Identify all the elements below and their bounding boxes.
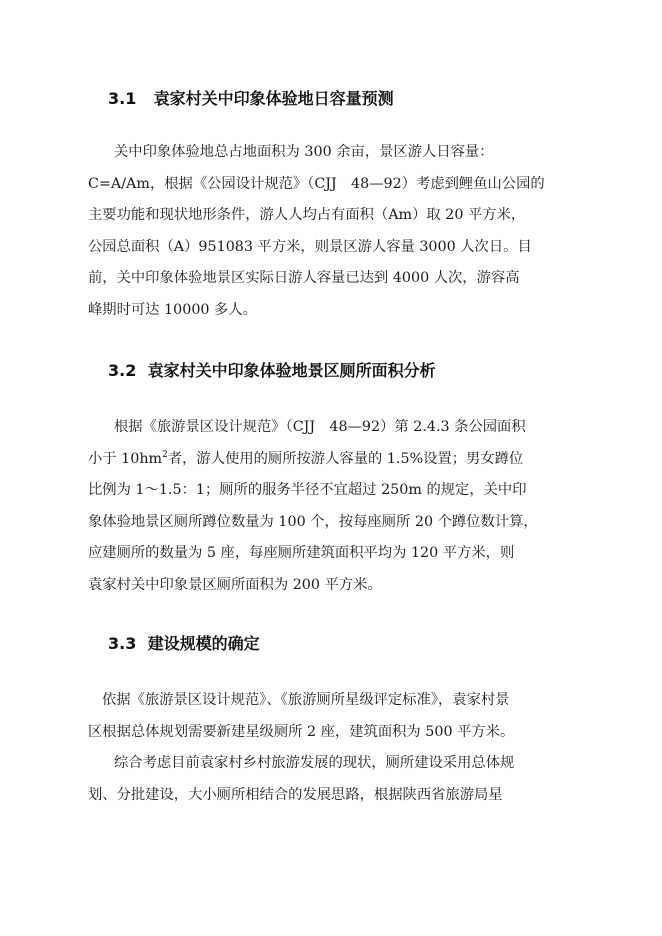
paragraph-toilet-area [88, 412, 588, 601]
paragraph-scale [88, 685, 588, 811]
section-number: 3.2 [108, 361, 137, 380]
text-line: 应建厕所的数量为 5 座，每座厕所建筑面积平均为 120 平方米，则 [88, 545, 515, 561]
text-line: 象体验地景区厕所蹲位数量为 100 个，按每座厕所 20 个蹲位数计算， [88, 513, 538, 530]
section-heading-3-1 [108, 88, 394, 110]
text-line: 公园总面积（A）951083 平方米，则景区游人容量 3000 人次日。目 [88, 238, 532, 255]
section-heading-3-3 [108, 633, 260, 655]
text-line: 依据《旅游景区设计规范》、《旅游厕所星级评定标准》，袁家村景 [102, 692, 510, 708]
section-number: 3.3 [108, 634, 137, 653]
text-line: 袁家村关中印象景区厕所面积为 200 平方米。 [88, 576, 382, 593]
section-title: 袁家村关中印象体验地景区厕所面积分析 [147, 361, 436, 380]
text-line: 比例为 1～1.5：1；厕所的服务半径不宜超过 250m 的规定，关中印 [88, 482, 527, 498]
paragraph-capacity [88, 137, 588, 326]
section-heading-3-2 [108, 360, 436, 382]
section-title: 建设规模的确定 [147, 634, 260, 653]
text-fragment: 者，游人使用的厕所按游人容量的 1.5%设置；男女蹲位 [167, 450, 524, 467]
text-line: 峰期时可达 10000 多人。 [88, 301, 257, 318]
text-line: 划、分批建设，大小厕所相结合的发展思路，根据陕西省旅游局星 [88, 786, 503, 803]
section-number: 3.1 [108, 89, 137, 108]
text-line: 根据《旅游景区设计规范》（CJJ 48—92）第 2.4.3 条公园面积 [114, 419, 526, 435]
text-line: 关中印象体验地总占地面积为 300 余亩，景区游人日容量： [114, 144, 494, 160]
section-title: 袁家村关中印象体验地日容量预测 [153, 89, 394, 108]
superscript: 2 [162, 449, 168, 460]
text-line [88, 444, 588, 476]
text-line: 前，关中印象体验地景区实际日游人容量已达到 4000 人次，游容高 [88, 270, 520, 286]
text-fragment: 小于 10hm [88, 450, 163, 467]
text-line: 区根据总体规划需要新建星级厕所 2 座，建筑面积为 500 平方米。 [88, 723, 515, 740]
text-line: 综合考虑目前袁家村乡村旅游发展的现状，厕所建设采用总体规 [114, 755, 515, 771]
text-line: C=A/Am，根据《公园设计规范》（CJJ 48—92）考虑到鲤鱼山公园的 [88, 175, 545, 192]
text-line: 主要功能和现状地形条件，游人人均占有面积（Am）取 20 平方米， [88, 207, 526, 223]
